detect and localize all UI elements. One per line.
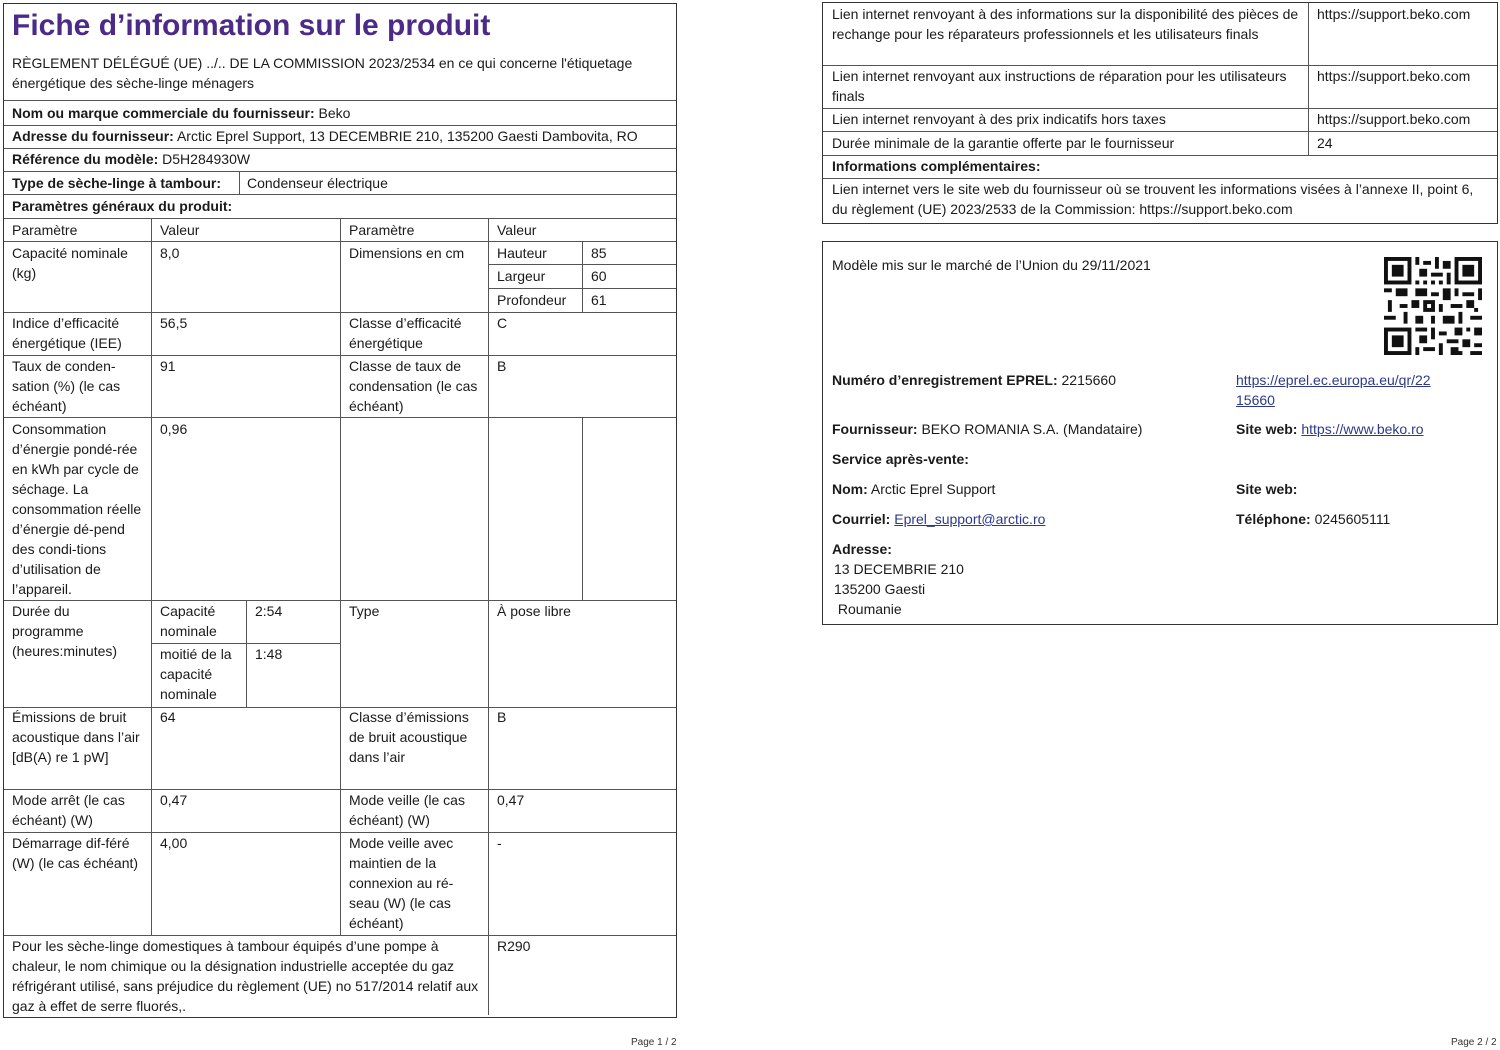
- energy-value: 0,96: [160, 421, 188, 437]
- type-label: Type: [349, 603, 380, 619]
- condensation-class-label: Classe de taux de condensation (le cas échéant): [349, 358, 478, 414]
- eprel-number: 2215660: [1061, 372, 1117, 388]
- website-row: [1228, 419, 1488, 439]
- dryer-type-value: Condenseur électrique: [247, 175, 388, 191]
- repair-instructions-link: https://support.beko.com: [1317, 68, 1471, 84]
- supplier-value: Beko: [318, 105, 351, 121]
- indicative-prices-link: https://support.beko.com: [1317, 111, 1471, 127]
- page-number-2: Page 2 / 2: [1451, 1037, 1497, 1048]
- col-header-param-2: Paramètre: [349, 222, 415, 238]
- refrigerant-value: R290: [497, 938, 531, 954]
- height-value: 85: [591, 245, 607, 261]
- dimensions-label: Dimensions en cm: [349, 245, 465, 261]
- col-header-value-2: Valeur: [497, 222, 537, 238]
- model-row: [4, 149, 674, 169]
- eprel-link[interactable]: [1228, 370, 1468, 412]
- eei-class-value: C: [497, 315, 508, 331]
- address-row: [4, 126, 674, 146]
- off-mode-value: 0,47: [160, 792, 188, 808]
- standby-value: 0,47: [497, 792, 525, 808]
- condensation-value: 91: [160, 358, 176, 374]
- duration-half-value: 1:48: [255, 646, 283, 662]
- condensation-label: Taux de conden-sation (%) (le cas échéant): [12, 358, 121, 414]
- eprel-info-box: [822, 241, 1498, 625]
- address-value: Arctic Eprel Support, 13 DECEMBRIE 210, 135200 Gaesti Dambovita, RO: [176, 128, 638, 144]
- standby-label: Mode veille (le cas échéant) (W): [349, 792, 465, 828]
- duration-full-label: Capacité nominale: [160, 603, 217, 639]
- noise-value: 64: [160, 709, 176, 725]
- service-label: Service après-vente:: [832, 451, 969, 467]
- phone-row: [1228, 509, 1488, 529]
- refrigerant-label: Pour les sèche-linge domestiques à tambour équipés d’une pompe à chaleur, le nom chimique ou la désignation industrielle acceptée du gaz réfrigérant utilisé, sans préjudice du règlement (UE) no 517/2014 relatif aux gaz à effet de serre fluorés,.: [12, 938, 479, 1014]
- capacity-label: Capacité nominale (kg): [12, 245, 128, 281]
- eei-value: 56,5: [160, 315, 188, 331]
- email-link[interactable]: Eprel_support@arctic.ro: [894, 511, 1046, 527]
- model-label: Référence du modèle:: [12, 151, 159, 167]
- market-date: Modèle mis sur le marché de l’Union du 29/11/2021: [832, 257, 1151, 273]
- address-block-label: Adresse:: [832, 541, 892, 557]
- provider-label: Fournisseur:: [832, 421, 918, 437]
- address-line-3: Roumanie: [834, 601, 902, 617]
- additional-info-text: Lien internet vers le site web du fournisseur où se trouvent les informations visées à l’annexe II, point 6, du règlement (UE) 2023/2533 de la Commission: https://support.beko.com: [832, 181, 1474, 217]
- regulation-text: RÈGLEMENT DÉLÉGUÉ (UE) ../.. DE LA COMMISSION 2023/2534 en ce qui concerne l'étiquetage énergétique des sèche-linge ménagers: [12, 55, 633, 91]
- phone-value: 0245605111: [1314, 511, 1391, 527]
- networked-standby-label: Mode veille avec maintien de la connexion au ré-seau (W) (le cas échéant): [349, 835, 454, 931]
- energy-label: Consommation d’énergie pondé-rée en kWh par cycle de séchage. La consommation réelle d’énergie dé-pend des condi-tions d’utilisation de l’appareil.: [12, 421, 142, 597]
- networked-standby-value: -: [497, 835, 502, 851]
- repair-instructions-label: Lien internet renvoyant aux instructions de réparation pour les utilisateurs finals: [832, 68, 1287, 104]
- email-label: Courriel:: [832, 511, 891, 527]
- model-value: D5H284930W: [162, 151, 251, 167]
- name-row: [824, 479, 1224, 499]
- duration-full-value: 2:54: [255, 603, 283, 619]
- eei-label: Indice d’efficacité énergétique (IEE): [12, 315, 122, 351]
- capacity-value: 8,0: [160, 245, 180, 261]
- eprel-link-line1[interactable]: https://eprel.ec.europa.eu/qr/22: [1236, 372, 1431, 388]
- product-info-sheet-page-1: [3, 3, 677, 1018]
- col-header-value: Valeur: [160, 222, 200, 238]
- address-line-2: 135200 Gaesti: [834, 581, 926, 597]
- qr-code-icon: [1384, 257, 1482, 355]
- width-value: 60: [591, 268, 607, 284]
- website-link[interactable]: https://www.beko.ro: [1301, 421, 1424, 437]
- spare-parts-link: https://support.beko.com: [1317, 6, 1471, 22]
- address-label: Adresse du fournisseur:: [12, 128, 174, 144]
- website-label: Site web:: [1236, 421, 1298, 437]
- eprel-link-line2[interactable]: 15660: [1236, 392, 1275, 408]
- general-params-label: Paramètres généraux du produit:: [12, 198, 233, 214]
- depth-label: Profondeur: [497, 292, 567, 308]
- delay-start-value: 4,00: [160, 835, 188, 851]
- eprel-label: Numéro d’enregistrement EPREL:: [832, 372, 1058, 388]
- supplier-row: [4, 103, 674, 123]
- noise-label: Émissions de bruit acoustique dans l’air [dB(A) re 1 pW]: [12, 709, 140, 765]
- name-value: Arctic Eprel Support: [870, 481, 996, 497]
- service-website-label: Site web:: [1236, 481, 1298, 497]
- supplier-label: Nom ou marque commerciale du fournisseur:: [12, 105, 315, 121]
- width-label: Largeur: [497, 268, 546, 284]
- name-label: Nom:: [832, 481, 868, 497]
- depth-value: 61: [591, 292, 607, 308]
- spare-parts-label: Lien internet renvoyant à des informations sur la disponibilité des pièces de rechange pour les réparateurs professionnels et les utilisateurs finals: [832, 6, 1299, 42]
- col-header-param: Paramètre: [12, 222, 78, 238]
- condensation-class-value: B: [497, 358, 507, 374]
- type-value: À pose libre: [497, 603, 571, 619]
- page-title: Fiche d’information sur le produit: [12, 9, 491, 42]
- indicative-prices-label: Lien internet renvoyant à des prix indicatifs hors taxes: [832, 111, 1166, 127]
- dryer-type-label: Type de sèche-linge à tambour:: [12, 175, 222, 191]
- height-label: Hauteur: [497, 245, 547, 261]
- repair-info-table: [822, 2, 1498, 224]
- noise-class-value: B: [497, 709, 507, 725]
- provider-value: BEKO ROMANIA S.A. (Mandataire): [921, 421, 1143, 437]
- eei-class-label: Classe d’efficacité énergétique: [349, 315, 462, 351]
- page-number-1: Page 1 / 2: [631, 1037, 677, 1048]
- noise-class-label: Classe d’émissions de bruit acoustique dans l’air: [349, 709, 469, 765]
- additional-info-label: Informations complémentaires:: [832, 158, 1041, 174]
- eprel-row: [824, 370, 1224, 390]
- duration-label: Durée du programme (heures:minutes): [12, 603, 118, 659]
- delay-start-label: Démarrage dif-féré (W) (le cas échéant): [12, 835, 139, 871]
- warranty-label: Durée minimale de la garantie offerte par le fournisseur: [832, 135, 1175, 151]
- duration-half-label: moitié de la capacité nominale: [160, 646, 232, 702]
- phone-label: Téléphone:: [1236, 511, 1311, 527]
- warranty-value: 24: [1317, 135, 1333, 151]
- off-mode-label: Mode arrêt (le cas échéant) (W): [12, 792, 125, 828]
- email-row: [824, 509, 1224, 529]
- provider-row: [824, 419, 1224, 439]
- address-line-1: 13 DECEMBRIE 210: [834, 561, 964, 577]
